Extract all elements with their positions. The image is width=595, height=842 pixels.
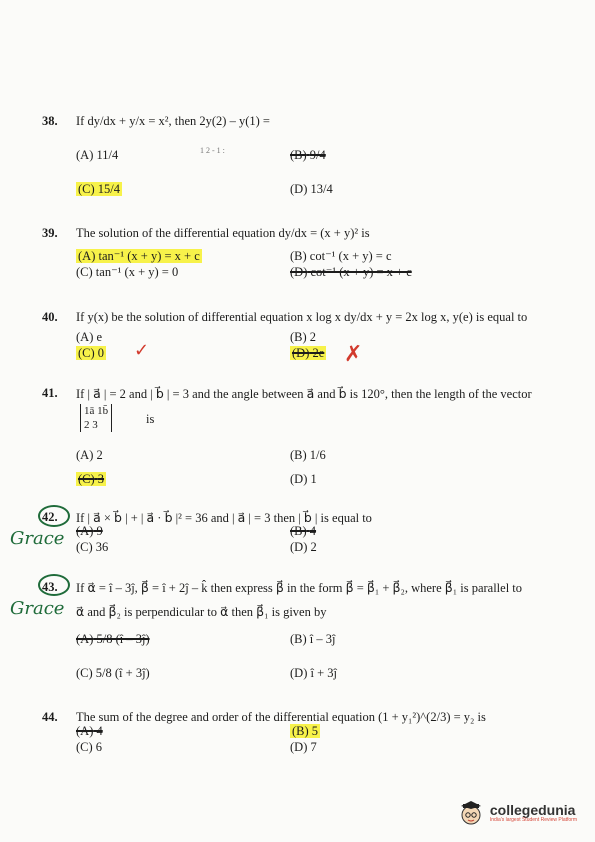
- question-number: 41.: [42, 386, 58, 400]
- option-b: (B) î – 3ĵ: [290, 632, 336, 646]
- option-d: (D) cot⁻¹ (x + y) = x + c: [290, 265, 412, 279]
- question-stem: The sum of the degree and order of the differential equation (1 + y₁²)^(2/3) = y₂ is: [76, 710, 486, 724]
- question-stem-line-1: If α⃗ = î – 3ĵ, β⃗ = î + 2ĵ – k̂ then express β⃗ in the form β⃗ = β⃗₁ + β⃗₂, where β⃗₁ is parallel to: [76, 581, 523, 595]
- question-number: 39.: [42, 226, 58, 240]
- logo-text: [490, 803, 577, 823]
- margin-scribble: 1 2 - 1 :: [200, 146, 225, 155]
- option-d: (D) 7: [290, 740, 317, 754]
- question-number: 42.: [42, 510, 58, 524]
- option-b: (B) cot⁻¹ (x + y) = c: [290, 249, 392, 263]
- grace-note: Grace: [10, 598, 65, 619]
- mascot-icon: [458, 800, 484, 826]
- question-number: 38.: [42, 114, 58, 128]
- option-d: (D) 2: [290, 540, 317, 554]
- option-b: (B) 1/6: [290, 448, 326, 462]
- option-b: (B) 5: [292, 724, 319, 738]
- question-number: 43.: [42, 580, 58, 594]
- option-c: (C) 6: [76, 740, 103, 754]
- option-d: (D) î + 3ĵ: [290, 666, 337, 680]
- cross-mark: ✗: [344, 342, 363, 367]
- option-a: (A) 9: [76, 524, 103, 538]
- option-a: (A) 4: [76, 724, 103, 738]
- option-c: (C) 15/4: [78, 182, 121, 196]
- question-stem: The solution of the differential equation dy/dx = (x + y)² is: [76, 226, 370, 240]
- grace-note: Grace: [10, 528, 65, 549]
- question-stem: If | a⃗ × b⃗ | + | a⃗ · b⃗ |² = 36 and | a⃗ | = 3 then | b⃗ | is equal to: [76, 511, 372, 525]
- option-c: (C) tan⁻¹ (x + y) = 0: [76, 265, 179, 279]
- question-number: 44.: [42, 710, 58, 724]
- tick-mark: ✓: [134, 340, 150, 361]
- determinant-row-1: 1ā 1b̄: [84, 405, 109, 417]
- question-stem-line-2: α⃗ and β⃗₂ is perpendicular to α⃗ then β⃗₁ is given by: [76, 605, 327, 619]
- logo-brand: collegedunia: [489, 802, 576, 818]
- question-number: 40.: [42, 310, 58, 324]
- option-b: (B) 2: [290, 330, 317, 344]
- collegedunia-logo: [458, 800, 577, 826]
- option-c: (C) 3: [78, 472, 105, 486]
- option-c: (C) 0: [78, 346, 105, 360]
- option-b: (B) 4: [290, 524, 317, 538]
- option-a: (A) 2: [76, 448, 103, 462]
- determinant: [80, 404, 112, 432]
- option-a: (A) 11/4: [76, 148, 119, 162]
- option-d: (D) 2e: [292, 346, 325, 360]
- option-a: (A) tan⁻¹ (x + y) = x + c: [78, 249, 200, 263]
- option-d: (D) 1: [290, 472, 317, 486]
- question-stem: If | a⃗ | = 2 and | b⃗ | = 3 and the angle between a⃗ and b⃗ is 120°, then the length of the vector: [76, 387, 532, 401]
- question-stem: If y(x) be the solution of differential equation x log x dy/dx + y = 2x log x, y(e) is equal to: [76, 310, 528, 324]
- determinant-suffix: is: [146, 412, 155, 426]
- option-d: (D) 13/4: [290, 182, 333, 196]
- option-a: (A) 5/8 (î – 3ĵ): [76, 632, 150, 646]
- option-b: (B) 9/4: [290, 148, 326, 162]
- determinant-row-2: 2 3: [84, 419, 98, 431]
- option-c: (C) 36: [76, 540, 109, 554]
- question-stem: If dy/dx + y/x = x², then 2y(2) – y(1) =: [76, 114, 270, 128]
- logo-tagline: India's largest Student Review Platform: [489, 817, 577, 823]
- option-a: (A) e: [76, 330, 103, 344]
- option-c: (C) 5/8 (î + 3ĵ): [76, 666, 150, 680]
